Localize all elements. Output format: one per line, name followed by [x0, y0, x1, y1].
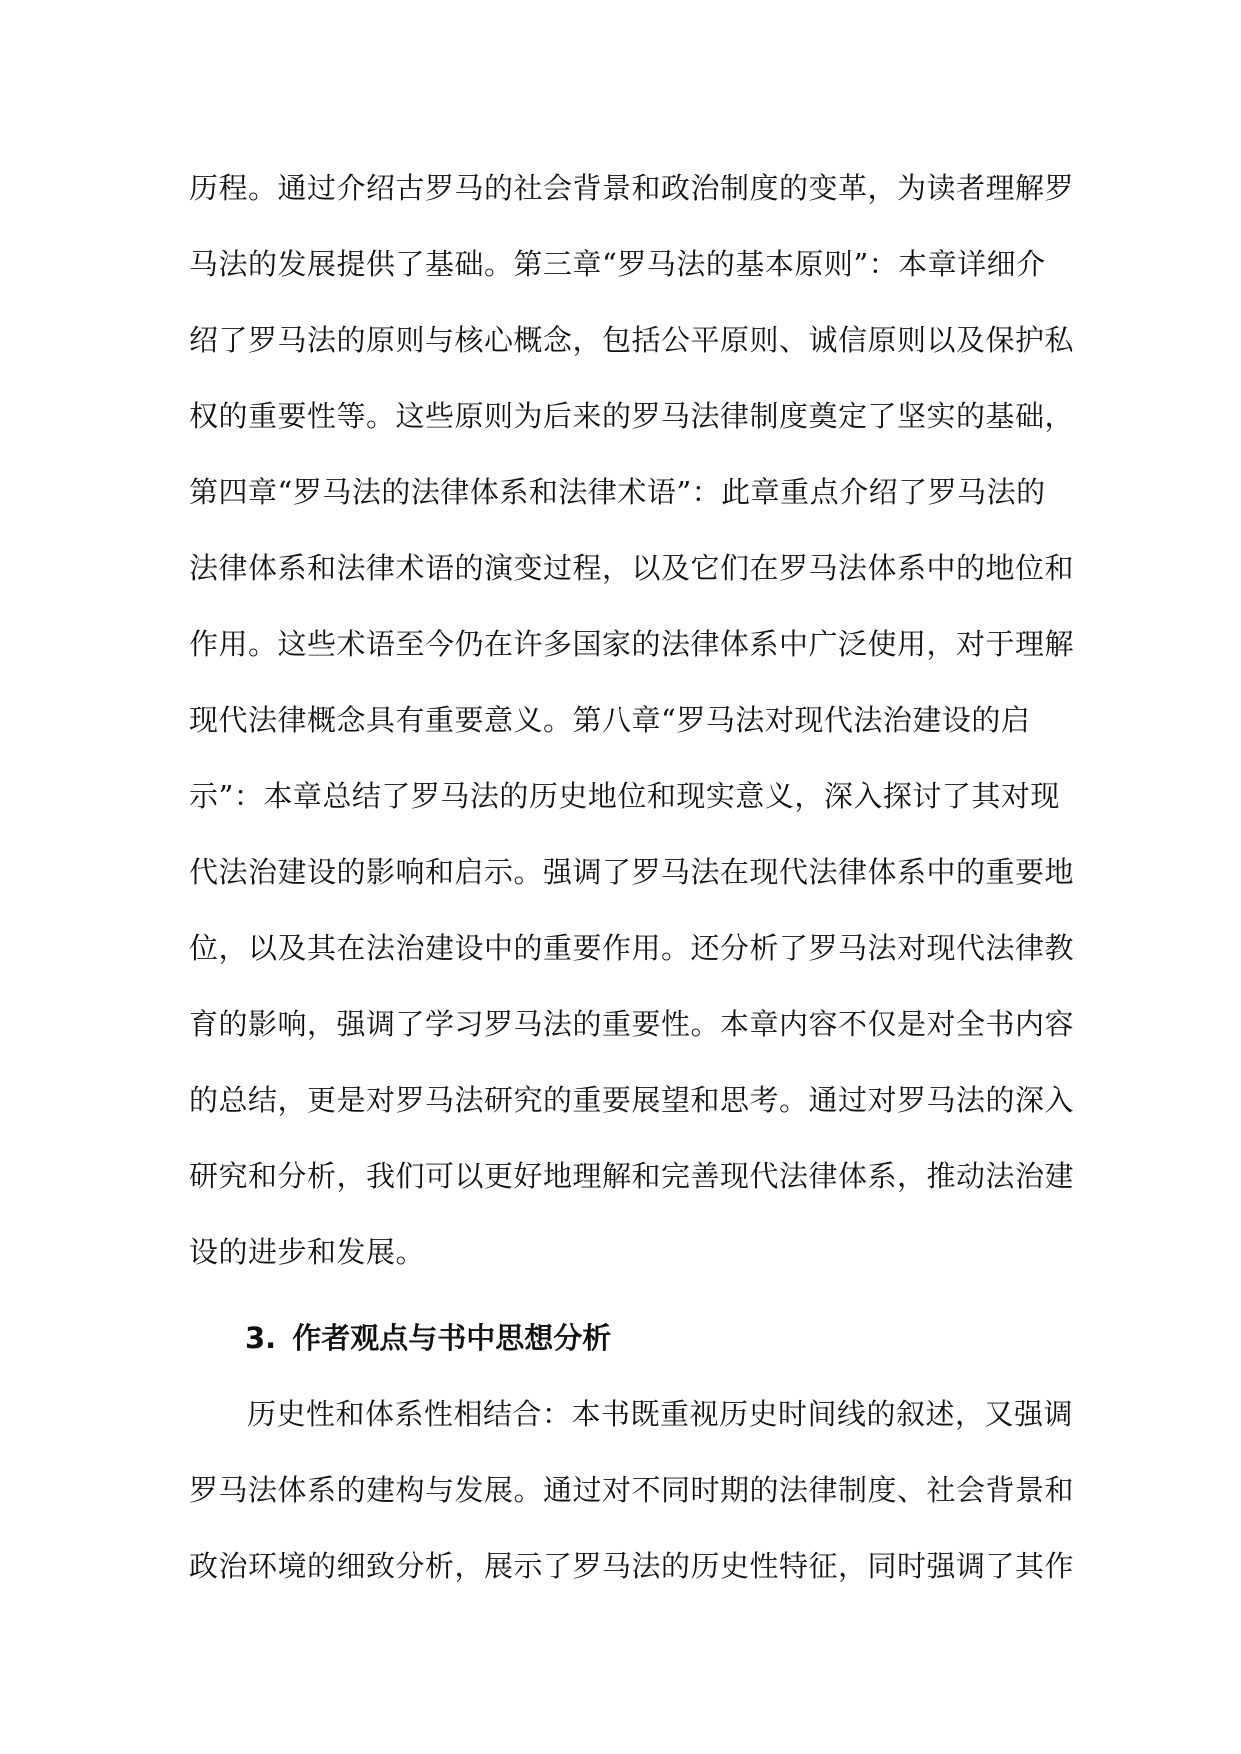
section-title: 作者观点与书中思想分析: [292, 1321, 612, 1355]
text-line: 罗马法体系的建构与发展。通过对不同时期的法律制度、社会背景和: [189, 1473, 1075, 1507]
text-line: 研究和分析，我们可以更好地理解和完善现代法律体系，推动法治建: [189, 1159, 1075, 1193]
text-line: 代法治建设的影响和启示。强调了罗马法在现代法律体系中的重要地: [189, 855, 1075, 889]
text-line: 政治环境的细致分析，展示了罗马法的历史性特征，同时强调了其作: [189, 1549, 1075, 1583]
section-heading: [245, 1300, 611, 1376]
text-line: 的总结，更是对罗马法研究的重要展望和思考。通过对罗马法的深入: [189, 1083, 1075, 1117]
text-line: 现代法律概念具有重要意义。第八章“罗马法对现代法治建设的启: [189, 703, 1031, 737]
text-line: 绍了罗马法的原则与核心概念，包括公平原则、诚信原则以及保护私: [189, 323, 1075, 357]
text-line: 马法的发展提供了基础。第三章“罗马法的基本原则”：本章详细介: [189, 247, 1046, 281]
text-line: 历程。通过介绍古罗马的社会背景和政治制度的变革，为读者理解罗: [189, 171, 1075, 205]
text-line: 第四章“罗马法的法律体系和法律术语”：此章重点介绍了罗马法的: [189, 475, 1046, 509]
text-line: 位，以及其在法治建设中的重要作用。还分析了罗马法对现代法律教: [189, 931, 1075, 965]
text-line: 设的进步和发展。: [189, 1235, 426, 1269]
text-line: 作用。这些术语至今仍在许多国家的法律体系中广泛使用，对于理解: [189, 627, 1075, 661]
text-line: 示”：本章总结了罗马法的历史地位和现实意义，深入探讨了其对现: [189, 779, 1060, 813]
text-line: 育的影响，强调了学习罗马法的重要性。本章内容不仅是对全书内容: [189, 1007, 1075, 1041]
text-line: 法律体系和法律术语的演变过程，以及它们在罗马法体系中的地位和: [189, 551, 1075, 585]
body-paragraph: [189, 150, 1075, 1290]
body-paragraph-2: [189, 1376, 1075, 1604]
text-line: 权的重要性等。这些原则为后来的罗马法律制度奠定了坚实的基础，: [189, 399, 1075, 433]
text-line: 历史性和体系性相结合：本书既重视历史时间线的叙述，又强调: [247, 1397, 1074, 1431]
section-number: 3.: [245, 1321, 277, 1355]
